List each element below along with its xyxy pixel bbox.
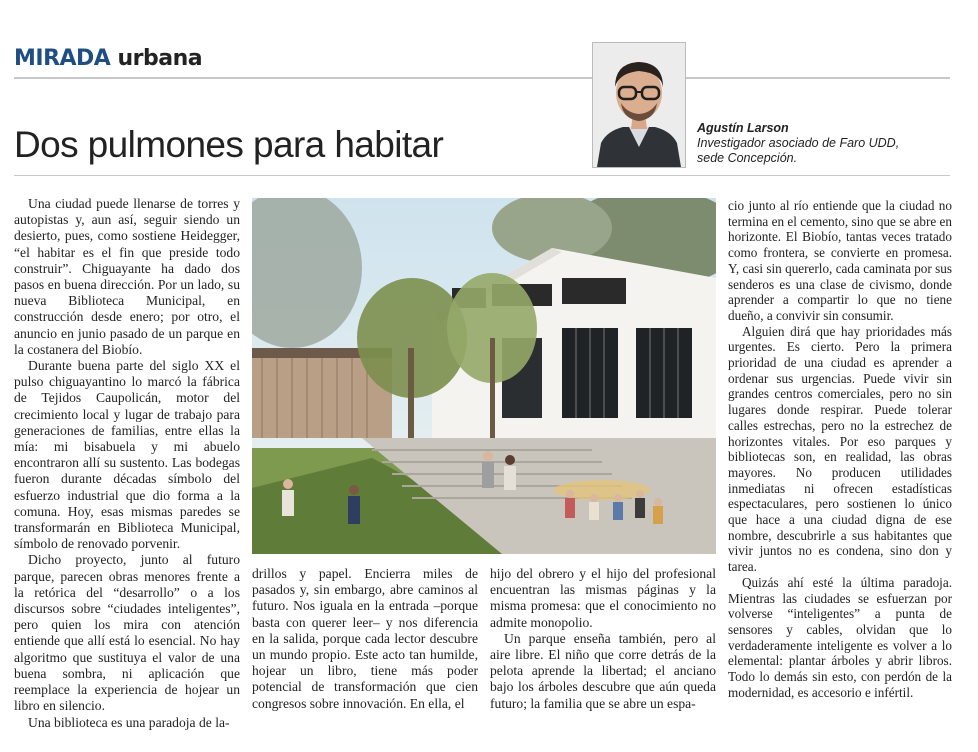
paragraph: Alguien dirá que hay prioridades más urgentes. Es cierto. Pero la primera prioridad de una ciudad es aprender a ordenar sus urgencias. Puede vivir sin grandes centros comerciales, pero no sin lugares donde respirar. Puede tolerar calles estrechas, pero no la estrechez de horizontes vitales. Por eso parques y bibliotecas son, en realidad, las obras mayores. No producen utilidades inmediatas ni ofrecen estadísticas espectaculares, pero sostienen lo único que hace a una ciudad digna de ese nombre, descubrirle a sus habitantes que vivir juntos no es condena, sino don y tarea. — [728, 323, 952, 575]
article-column-4 — [728, 198, 952, 701]
headline-rule — [14, 175, 950, 176]
top-rule — [14, 77, 950, 79]
paragraph: Dicho proyecto, junto al futuro parque, parecen obras menores frente a la retórica del “desarrollo” o a los discursos sobre “ciudades inteligentes”, pero quien los mira con atención entiende que allí está lo esencial. No hay algoritmo que sustituya el valor de una buena sombra, ni aplicación que reemplace la experiencia de hojear un libro en silencio. — [14, 552, 240, 714]
author-role-line2: sede Concepción. — [697, 151, 798, 165]
article-column-1 — [14, 196, 240, 731]
article-column-3 — [490, 566, 716, 712]
library-rendering-image — [252, 198, 716, 554]
paragraph: Quizás ahí esté la última paradoja. Mientras las ciudades se esfuerzan por volverse “inteligentes” a punta de sensores y cables, olvidan que lo verdaderamente inteligente es volver a lo elemental: plantar árboles y abrir libros. Todo lo demás sin esto, con perdón de la modernidad, es accesorio e infértil. — [728, 574, 952, 700]
paragraph: drillos y papel. Encierra miles de pasados y, sin embargo, abre caminos al futuro. Nos iguala en la entrada –porque basta con querer leer– y nos diferencia en la salida, porque cada lector descubre un mundo propio. Este acto tan humilde, hojear un libro, tiene más poder potencial de transformación que cien congresos sobre innovación. En ella, el — [252, 566, 478, 711]
section-header — [14, 46, 202, 72]
paragraph: Una biblioteca es una paradoja de la- — [28, 714, 230, 730]
section-header-mirada: MIRADA — [14, 46, 111, 71]
paragraph: Durante buena parte del siglo XX el pulso chiguayantino lo marcó la fábrica de Tejidos Caupolicán, motor del crecimiento local y lugar de trabajo para generaciones de familias, entre ellas la mía: mi bisabuela y mi abuelo encontraron allí su sustento. Las bodegas fueron durante décadas símbolo del esfuerzo industrial que dio forma a la comuna. Hoy, esas mismas paredes se transformarán en Biblioteca Municipal, símbolo de renovado porvenir. — [14, 358, 240, 552]
author-photo — [592, 42, 686, 168]
paragraph: Un parque enseña también, pero al aire libre. El niño que corre detrás de la pelota aprende la libertad; el anciano bajo los árboles descubre que aún queda futuro; la familia que se abre un espa- — [490, 630, 716, 711]
paragraph: hijo del obrero y el hijo del profesional encuentran las mismas páginas y la misma promesa: que el conocimiento no admite monopolio. — [490, 566, 716, 630]
section-header-urbana: urbana — [117, 46, 203, 71]
author-role-line1: Investigador asociado de Faro UDD, — [697, 136, 900, 150]
paragraph: Una ciudad puede llenarse de torres y autopistas y, aun así, seguir siendo un desierto, pues, como sostiene Heidegger, “el habitar es el fin que preside todo construir”. Chiguayante ha dado dos pasos en buena dirección. Por un lado, su nueva Biblioteca Municipal, en construcción desde enero; por otro, el anuncio en junio pasado de un parque en la costanera del Biobío. — [14, 196, 240, 357]
author-byline — [697, 121, 899, 166]
author-name: Agustín Larson — [697, 121, 789, 135]
paragraph: cio junto al río entiende que la ciudad no termina en el cemento, sino que se abre en horizonte. El Biobío, tantas veces tratado como frontera, se convierte en promesa. Y, casi sin quererlo, cada caminata por sus senderos es una clase de civismo, donde aprender a compartir lo que no tiene dueño, a convivir sin consumir. — [728, 198, 952, 323]
headline: Dos pulmones para habitar — [14, 124, 444, 165]
article-column-2 — [252, 566, 478, 712]
